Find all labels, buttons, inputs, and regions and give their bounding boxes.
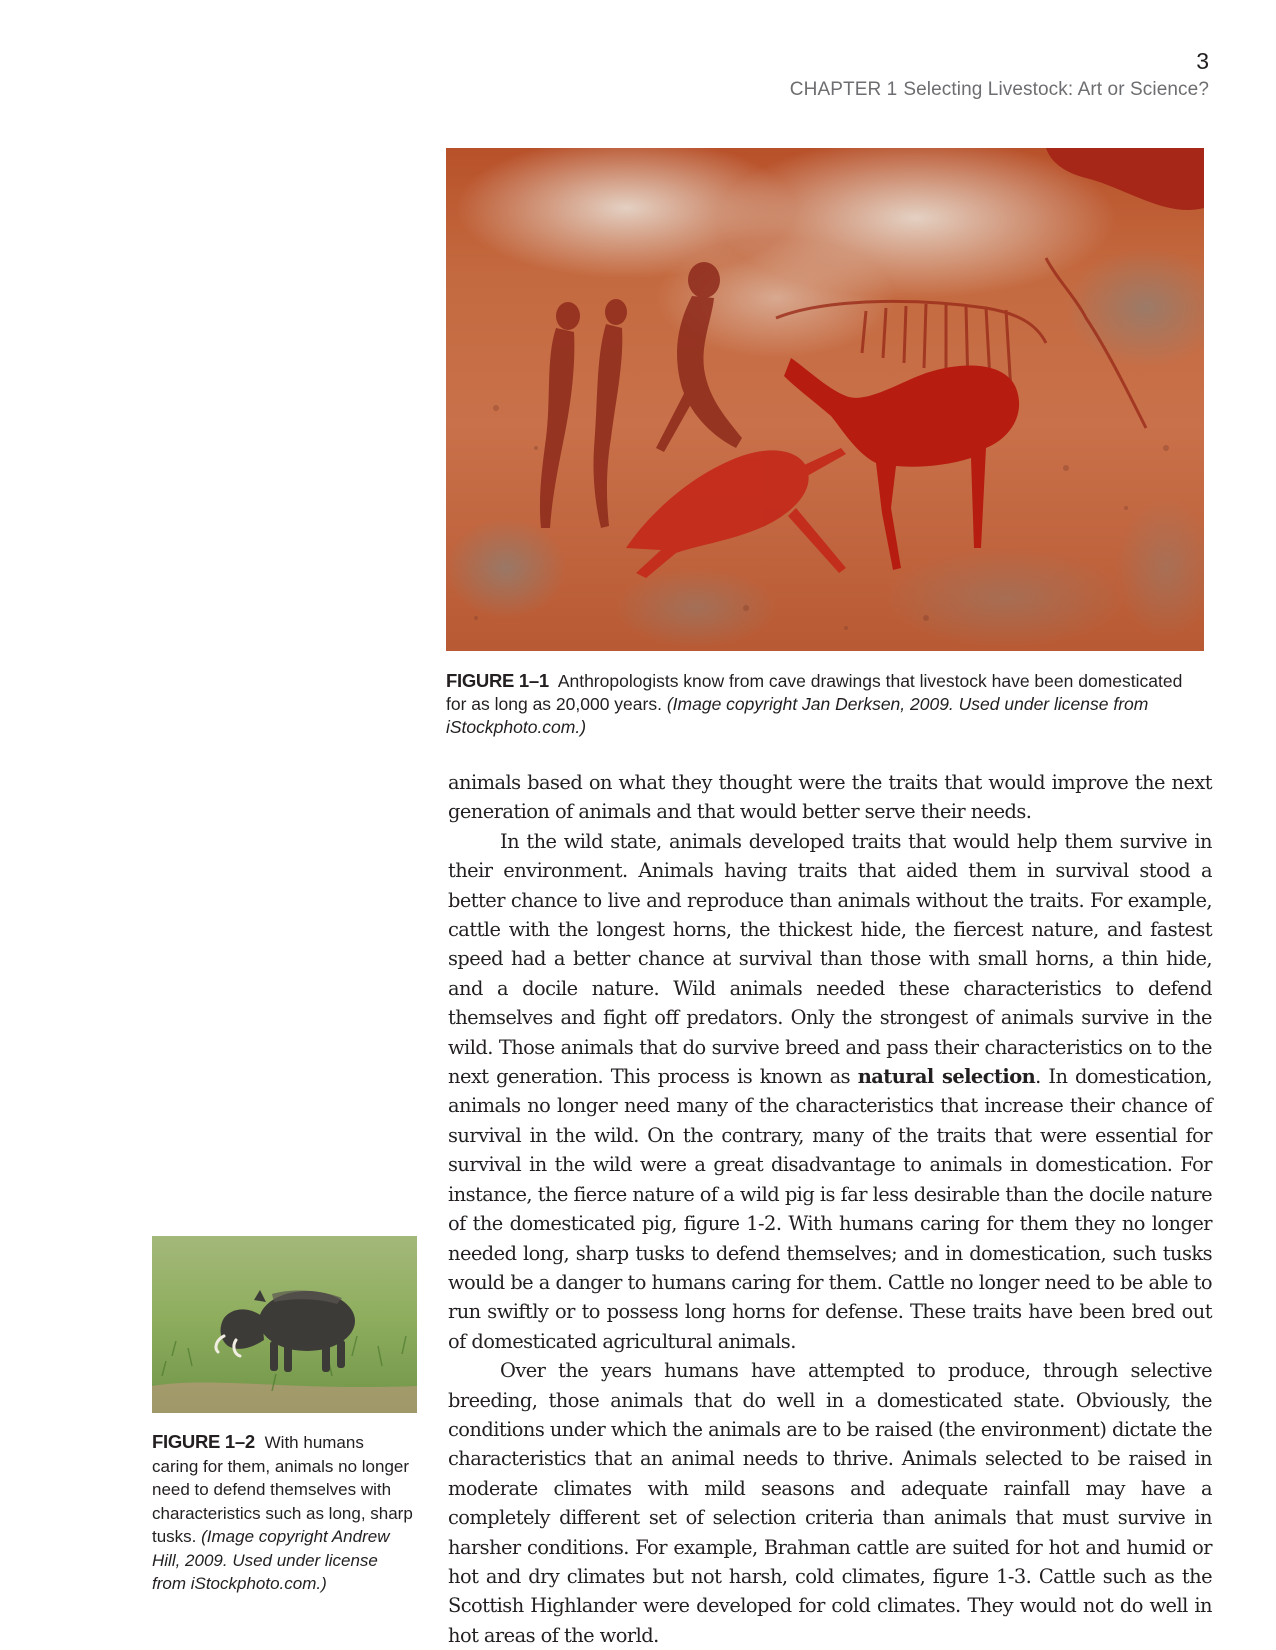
paragraph-text: In the wild state, animals developed traits that would help them survive in their environment. Animals having traits that aided them in survival stood a better chance to live and reproduce than animals without the traits. For example, cattle with the longest horns, the thickest hide, the fiercest nature, and fastest speed had a better chance at survival than those with small horns, a thin hide, and a docile nature. Wild animals needed these characteristics to defend themselves and fight off predators. Only the strongest of animals survive in the wild. Those animals that do survive breed and pass their characteristics on to the next generation. This process is known as <box>448 829 1212 1089</box>
chapter-number: CHAPTER 1 <box>789 79 898 100</box>
caption-text: Anthropologists know from cave drawings that livestock have been domesticated for as long as 20,000 years. <box>446 671 1183 714</box>
chapter-title: Selecting Livestock: Art or Science? <box>903 79 1209 100</box>
key-term: natural selection <box>857 1065 1036 1089</box>
figure-label: FIGURE 1–1 <box>446 670 549 691</box>
image-credit: (Image copyright Jan Derksen, 2009. Used under license from iStockphoto.com.) <box>446 694 1149 737</box>
running-head <box>790 79 1209 101</box>
cave-painting-image <box>446 148 1204 651</box>
caption-text: With humans caring for them, animals no longer need to defend themselves with characteristics such as long, sharp tusks. <box>152 1433 413 1546</box>
figure-1-1-caption <box>446 669 1204 739</box>
figure-label: FIGURE 1–2 <box>152 1431 255 1452</box>
paragraph-text: . In domestication, animals no longer need many of the characteristics that increase their chance of survival in the wild. On the contrary, many of the traits that were essential for survival in the wild were a great disadvantage to animals in domestication. For instance, the fierce nature of a wild pig is far less desirable than the docile nature of the domesticated pig, figure 1-2. With humans caring for them they no longer needed long, sharp tusks to defend themselves; and in domestication, such tusks would be a danger to humans caring for them. Cattle no longer need to be able to run swiftly or to possess long horns for defense. These traits have been bred out of domesticated agricultural animals. <box>448 1065 1212 1353</box>
paragraph: Over the years humans have attempted to produce, through selective breeding, those animals that do well in a domesticated state. Obviously, the conditions under which the animals are to be raised (the environment) dictate the characteristics that an animal needs to thrive. Animals selected to be raised in moderate climates with mild seasons and adequate rainfall may have a completely different set of selection criteria than animals that must survive in harsher conditions. For example, Brahman cattle are suited for hot and humid or hot and dry climates but not harsh, cold climates, figure 1-3. Cattle such as the Scottish Highlander were developed for cold climates. They would not do well in hot areas of the world. <box>448 1359 1212 1647</box>
warthog-image <box>152 1236 417 1413</box>
figure-1-2-caption <box>152 1430 414 1596</box>
paragraph <box>448 827 1212 1356</box>
image-credit: (Image copyright Andrew Hill, 2009. Used under license from iStockphoto.com.) <box>152 1527 390 1593</box>
page-number: 3 <box>1196 48 1209 74</box>
body-text <box>448 768 1212 1650</box>
paragraph: animals based on what they thought were the traits that would improve the next generation of animals and that would better serve their needs. <box>448 771 1212 824</box>
